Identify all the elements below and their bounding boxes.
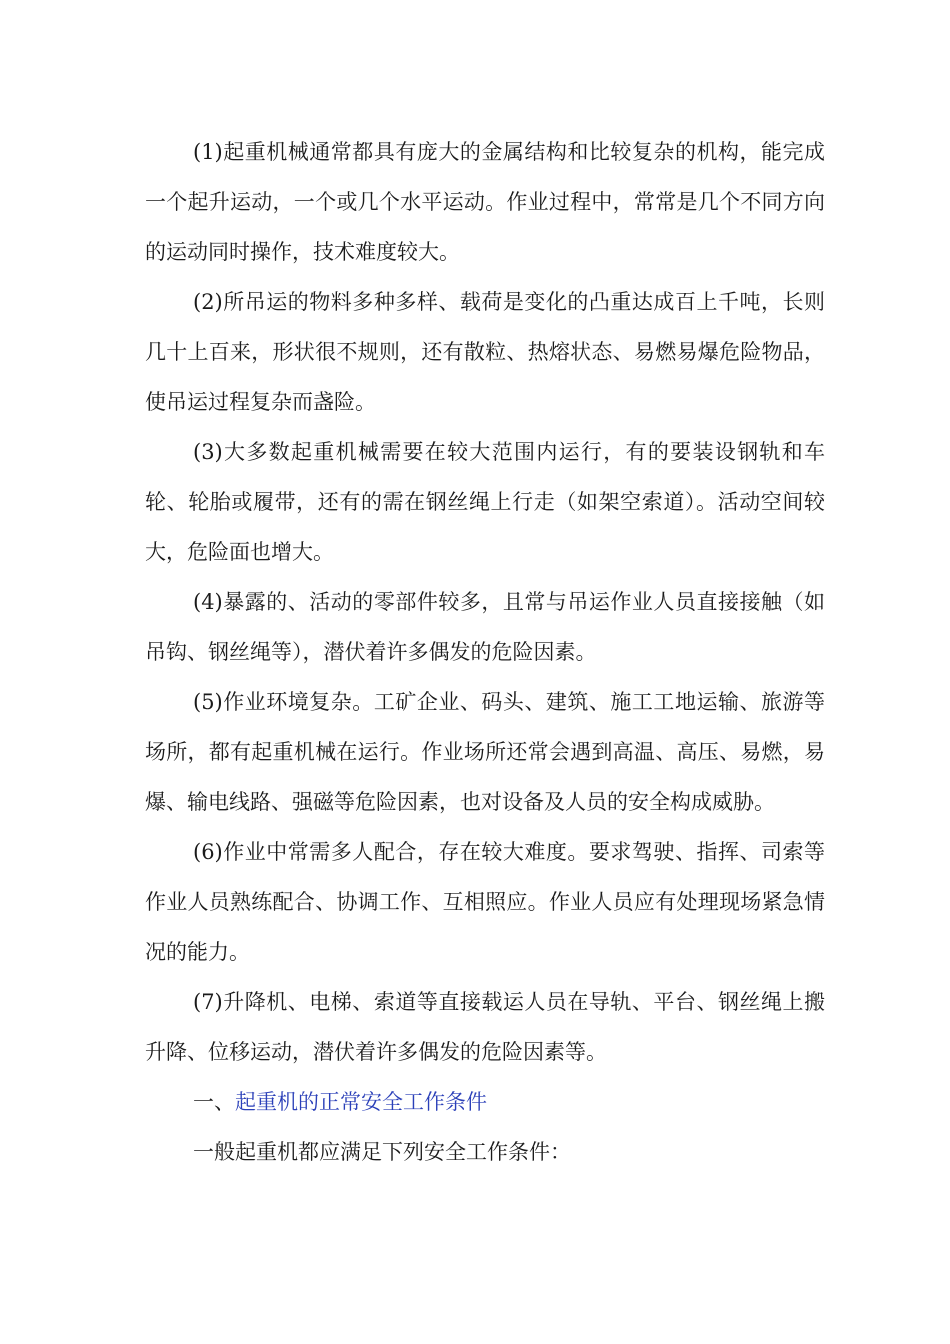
paragraph-5: (5)作业环境复杂。工矿企业、码头、建筑、施工工地运输、旅游等场所，都有起重机械在运行。作业场所还常会遇到高温、高压、易燃，易爆、输电线路、强磁等危险因素，也对设备及人员的安全构成威胁。 (145, 690, 825, 814)
paragraph-1: (1)起重机械通常都具有庞大的金属结构和比较复杂的机构，能完成一个起升运动，一个或几个水平运动。作业过程中，常常是几个不同方向的运动同时操作，技术难度较大。 (145, 140, 825, 264)
document-body (145, 127, 825, 1177)
paragraph-4: (4)暴露的、活动的零部件较多，且常与吊运作业人员直接接触（如吊钩、钢丝绳等），潜伏着许多偶发的危险因素。 (145, 590, 825, 664)
paragraph-3: (3)大多数起重机械需要在较大范围内运行，有的要装设钢轨和车轮、轮胎或履带，还有的需在钢丝绳上行走（如架空索道）。活动空间较大，危险面也增大。 (145, 440, 825, 564)
paragraph-2: (2)所吊运的物料多种多样、载荷是变化的凸重达成百上千吨，长则几十上百来，形状很不规则，还有散粒、热熔状态、易燃易爆危险物品，使吊运过程复杂而盏险。 (145, 290, 825, 414)
paragraph-6: (6)作业中常需多人配合，存在较大难度。要求驾驶、指挥、司索等作业人员熟练配合、协调工作、互相照应。作业人员应有处理现场紧急情况的能力。 (145, 840, 825, 964)
paragraph-7: (7)升降机、电梯、索道等直接载运人员在导轨、平台、钢丝绳上搬升降、位移运动，潜伏着许多偶发的危险因素等。 (145, 990, 825, 1064)
section-heading-prefix: 一、 (193, 1090, 235, 1114)
section-heading (145, 1077, 825, 1127)
closing-paragraph: 一般起重机都应满足下列安全工作条件： (193, 1140, 571, 1164)
section-heading-link[interactable]: 起重机的正常安全工作条件 (235, 1090, 487, 1114)
